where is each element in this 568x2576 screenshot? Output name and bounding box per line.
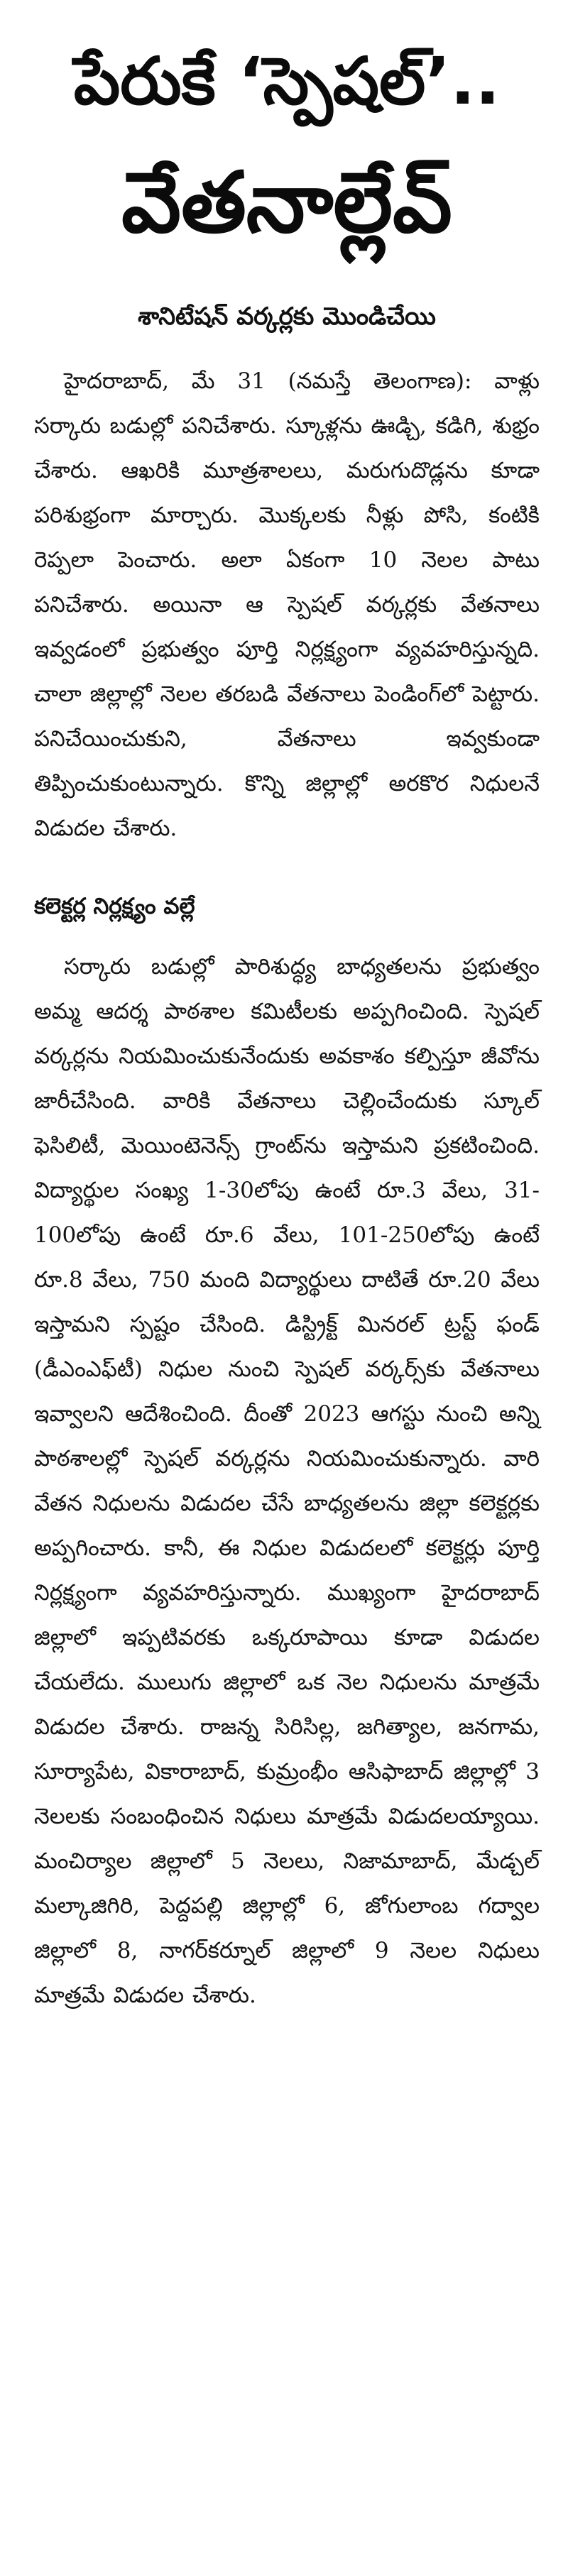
article-paragraph-1: హైదరాబాద్, మే 31 (నమస్తే తెలంగాణ): వాళ్లు సర్కారు బడుల్లో పనిచేశారు. స్కూళ్లను ఊడ్చి, కడిగి, శుభ్రం చేశారు. ఆఖరికి మూత్రశాలలు, మరుగుదొడ్లను కూడా పరిశుభ్రంగా మార్చారు. మొక్కలకు నీళ్లు పోసి, కంటికి రెప్పలా పెంచారు. అలా ఏకంగా 10 నెలల పాటు పనిచేశారు. అయినా ఆ స్పెషల్ వర్కర్లకు వేతనాలు ఇవ్వడంలో ప్రభుత్వం పూర్తి నిర్లక్ష్యంగా వ్యవహరిస్తున్నది. చాలా జిల్లాల్లో నెలల తరబడి వేతనాలు పెండింగ్‌లో పెట్టారు. పనిచేయించుకుని, వేతనాలు ఇవ్వకుండా తిప్పించుకుంటున్నారు. కొన్ని జిల్లాల్లో అరకొర నిధులనే విడుదల చేశారు. (34, 368, 540, 841)
headline-line-1: పేరుకే ‘స్పెషల్’.. (73, 43, 501, 119)
article-paragraph-2: సర్కారు బడుల్లో పారిశుద్ధ్య బాధ్యతలను ప్రభుత్వం అమ్మ ఆదర్శ పాఠశాల కమిటీలకు అప్పగించింది. స్పెషల్ వర్కర్లను నియమించుకునేందుకు అవకాశం కల్పిస్తూ జీవోను జారీచేసింది. వారికి వేతనాలు చెల్లించేందుకు స్కూల్ ఫెసిలిటీ, మెయింటెనెన్స్ గ్రాంట్‌ను ఇస్తామని ప్రకటించింది. విద్యార్థుల సంఖ్య 1-30లోపు ఉంటే రూ.3 వేలు, 31-100లోపు ఉంటే రూ.6 వేలు, 101-250లోపు ఉంటే రూ.8 వేలు, 750 మంది విద్యార్థులు దాటితే రూ.20 వేలు ఇస్తామని స్పష్టం చేసింది. డిస్ట్రిక్ట్ మినరల్ ట్రస్ట్ ఫండ్ (డీఎంఎఫ్‌టీ) నిధుల నుంచి స్పెషల్ వర్కర్స్‌కు వేతనాలు ఇవ్వాలని ఆదేశించింది. దీంతో 2023 ఆగస్టు నుంచి అన్ని పాఠశాలల్లో స్పెషల్ వర్కర్లను నియమించుకున్నారు. వారి వేతన నిధులను విడుదల చేసే బాధ్యతలను జిల్లా కలెక్టర్లకు అప్పగించారు. కానీ, ఈ నిధుల విడుదలలో కలెక్టర్లు పూర్తి నిర్లక్ష్యంగా వ్యవహరిస్తున్నారు. ముఖ్యంగా హైదరాబాద్ జిల్లాలో ఇప్పటివరకు ఒక్కరూపాయి కూడా విడుదల చేయలేదు. ములుగు జిల్లాలో ఒక నెల నిధులను మాత్రమే విడుదల చేశారు. రాజన్న సిరిసిల్ల, జగిత్యాల, జనగామ, సూర్యాపేట, వికారాబాద్, కుమ్రంభీం ఆసిఫాబాద్ జిల్లాల్లో 3 నెలలకు సంబంధించిన నిధులు మాత్రమే విడుదలయ్యాయి. మంచిర్యాల జిల్లాలో 5 నెలలు, నిజామాబాద్, మేడ్చల్ మల్కాజిగిరి, పెద్దపల్లి జిల్లాల్లో 6, జోగులాంబ గద్వాల జిల్లాలో 8, నాగర్‌కర్నూల్ జిల్లాలో 9 నెలల నిధులు మాత్రమే విడుదల చేశారు. (34, 954, 540, 2008)
subheadline-deck: శానిటేషన్ వర్కర్లకు మొండిచేయి (138, 302, 436, 331)
section-subhead: కలెక్టర్ల నిర్లక్ష్యం వల్లే (34, 894, 195, 919)
headline-line-2: వేతనాల్లేవ్ (121, 153, 452, 251)
